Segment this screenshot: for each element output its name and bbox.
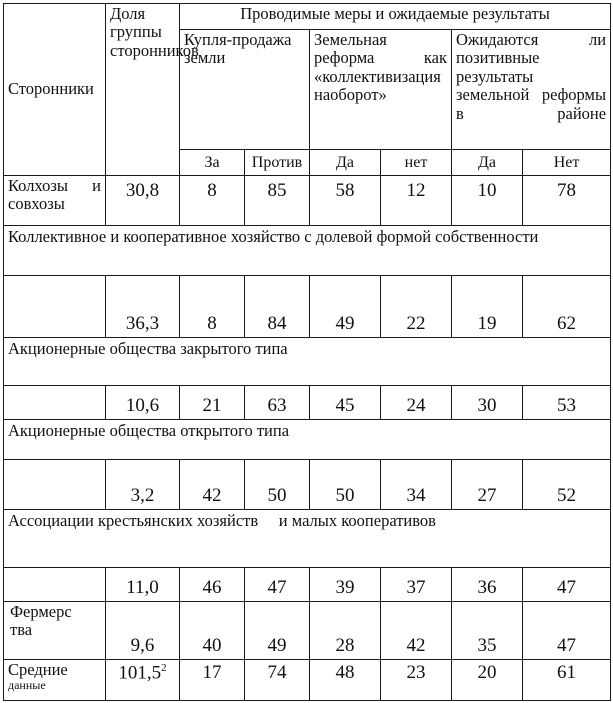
cell-value: 17	[180, 660, 245, 701]
cell-value: 35	[452, 602, 523, 660]
row-label-sub: данные	[8, 678, 46, 693]
table-row	[4, 176, 611, 226]
cell-value: 52	[523, 460, 611, 510]
cell-value: 10	[452, 176, 523, 226]
section-label: Акционерные общества закрытого типа	[4, 338, 611, 386]
header-no-2: Нет	[523, 150, 611, 176]
table-row	[4, 276, 611, 338]
row-share: 11,0	[106, 568, 180, 602]
row-label: Колхозы и совхозы	[4, 176, 106, 226]
cell-value: 47	[245, 568, 310, 602]
cell-value: 84	[245, 276, 310, 338]
empty-cell	[4, 386, 106, 420]
table-row	[4, 602, 611, 660]
section-label: Ассоциации крестьянских хозяйств и малых кооперативов	[4, 510, 611, 568]
table-row	[4, 386, 611, 420]
cell-value: 20	[452, 660, 523, 701]
cell-value: 53	[523, 386, 611, 420]
header-land-sale: Купля-продажа земли	[180, 30, 310, 150]
cell-value: 8	[180, 276, 245, 338]
cell-value: 62	[523, 276, 611, 338]
cell-value: 47	[523, 602, 611, 660]
header-expected: Ожидаются ли позитивные результаты земельной реформы в районе	[452, 30, 611, 150]
cell-value: 40	[180, 602, 245, 660]
cell-value: 61	[523, 660, 611, 701]
cell-value: 49	[310, 276, 381, 338]
cell-value: 58	[310, 176, 381, 226]
cell-value: 27	[452, 460, 523, 510]
header-for: За	[180, 150, 245, 176]
header-no: нет	[381, 150, 452, 176]
row-share: 10,6	[106, 386, 180, 420]
table-row	[4, 460, 611, 510]
empty-cell	[4, 568, 106, 602]
empty-cell	[4, 460, 106, 510]
cell-value: 78	[523, 176, 611, 226]
cell-value: 8	[180, 176, 245, 226]
cell-value: 34	[381, 460, 452, 510]
table-row	[4, 568, 611, 602]
cell-value: 30	[452, 386, 523, 420]
cell-value: 42	[180, 460, 245, 510]
section-label: Коллективное и кооперативное хозяйство с долевой формой собственности	[4, 226, 611, 276]
cell-value: 37	[381, 568, 452, 602]
row-share: 101,5$^2$	[106, 660, 180, 701]
header-yes: Да	[310, 150, 381, 176]
cell-value: 22	[381, 276, 452, 338]
row-label: Фермерства	[4, 602, 106, 660]
row-label-main: Средние	[8, 660, 68, 679]
cell-value: 50	[310, 460, 381, 510]
land-reform-table	[3, 3, 611, 701]
cell-value: 12	[381, 176, 452, 226]
cell-value: 21	[180, 386, 245, 420]
cell-value: 74	[245, 660, 310, 701]
cell-value: 48	[310, 660, 381, 701]
cell-value: 24	[381, 386, 452, 420]
cell-value: 63	[245, 386, 310, 420]
row-share: 36,3	[106, 276, 180, 338]
table-row	[4, 660, 611, 701]
cell-value: 45	[310, 386, 381, 420]
empty-cell	[4, 276, 106, 338]
cell-value: 28	[310, 602, 381, 660]
header-reform: Земельная реформа как «коллективизация наоборот»	[310, 30, 452, 150]
cell-value: 19	[452, 276, 523, 338]
cell-value: 50	[245, 460, 310, 510]
row-label	[4, 660, 106, 701]
header-supporters: Сторонники	[4, 4, 106, 176]
cell-value: 39	[310, 568, 381, 602]
row-share: 3,2	[106, 460, 180, 510]
cell-value: 42	[381, 602, 452, 660]
cell-value: 36	[452, 568, 523, 602]
cell-value: 23	[381, 660, 452, 701]
header-against: Против	[245, 150, 310, 176]
header-share: Доля группы сторонников	[106, 4, 180, 176]
header-yes-2: Да	[452, 150, 523, 176]
header-measures: Проводимые меры и ожидаемые результаты	[180, 4, 611, 30]
cell-value: 47	[523, 568, 611, 602]
cell-value: 49	[245, 602, 310, 660]
cell-value: 85	[245, 176, 310, 226]
row-share: 30,8	[106, 176, 180, 226]
cell-value: 46	[180, 568, 245, 602]
section-label: Акционерные общества открытого типа	[4, 420, 611, 460]
row-share: 9,6	[106, 602, 180, 660]
